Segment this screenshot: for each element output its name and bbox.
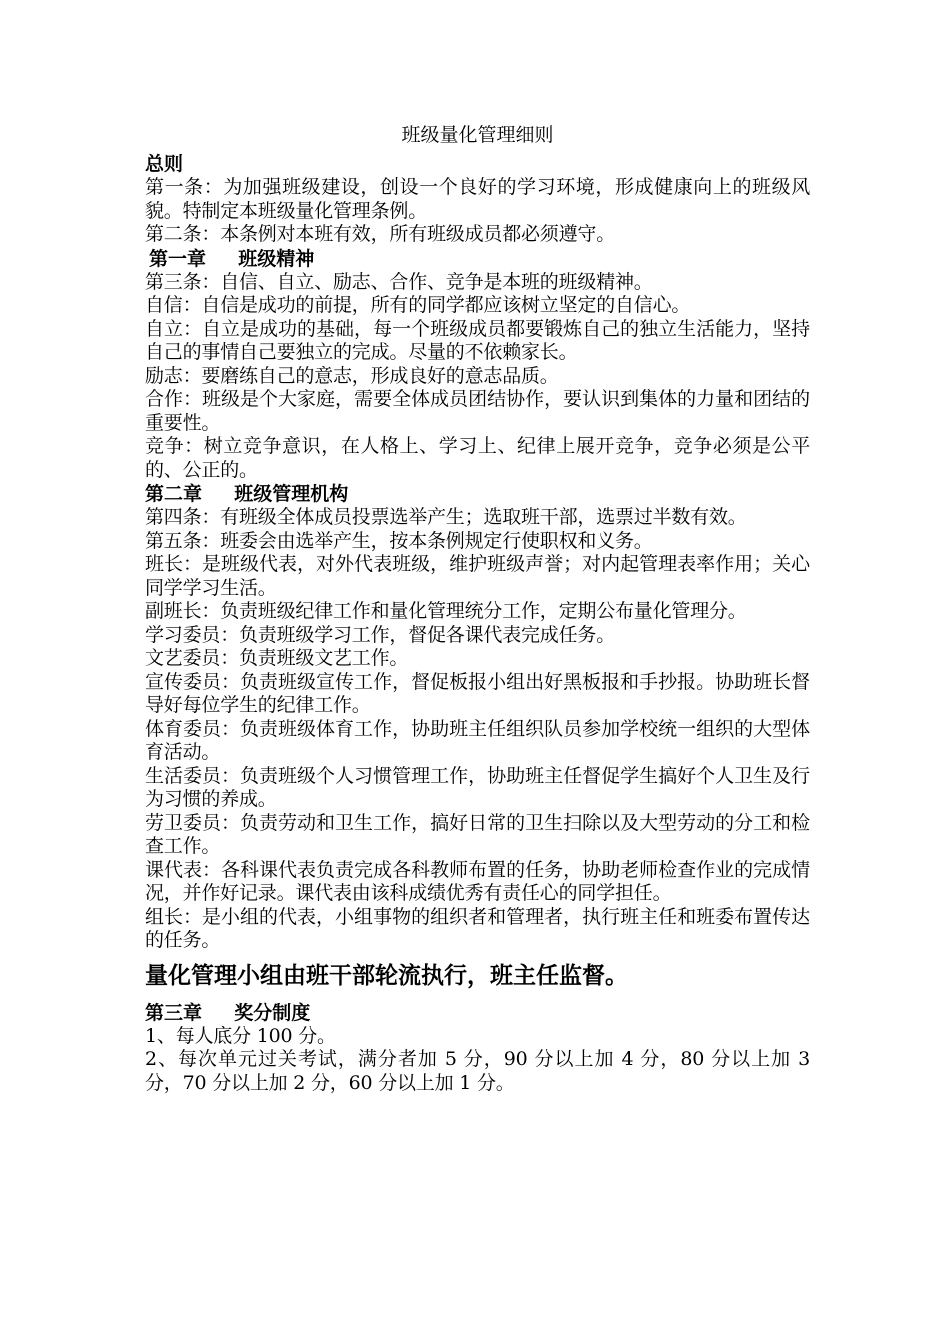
- chapter-1-heading: 第一章 班级精神: [149, 247, 315, 270]
- role-sports-commissioner: 体育委员：负责班级体育工作，协助班主任组织队员参加学校统一组织的大型体育活动。: [145, 717, 810, 763]
- reward-rule-1: 1、每人底分 100 分。: [145, 1024, 336, 1047]
- article-2: 第二条：本条例对本班有效，所有班级成员都必须遵守。: [145, 223, 616, 245]
- article-3: 第三条：自信、自立、励志、合作、竞争是本班的班级精神。: [145, 270, 653, 293]
- spirit-aspiration: 励志：要磨练自己的意志，形成良好的意志品质。: [145, 364, 559, 387]
- role-life-commissioner: 生活委员：负责班级个人习惯管理工作，协助班主任督促学生搞好个人卫生及行为习惯的养成。: [145, 764, 810, 810]
- role-labor-commissioner: 劳卫委员：负责劳动和卫生工作，搞好日常的卫生扫除以及大型劳动的分工和检查工作。: [145, 811, 810, 857]
- article-4: 第四条：有班级全体成员投票选举产生；选取班干部，选票过半数有效。: [145, 506, 747, 528]
- article-5: 第五条：班委会由选举产生，按本条例规定行使职权和义务。: [145, 529, 653, 552]
- article-1: 第一条：为加强班级建设，创设一个良好的学习环境，形成健康向上的班级风貌。特制定本班级量化管理条例。: [145, 176, 810, 222]
- role-monitor: 班长：是班级代表，对外代表班级，维护班级声誉；对内起管理表率作用；关心同学学习生活。: [145, 553, 810, 599]
- chapter-2-heading: 第二章 班级管理机构: [145, 483, 349, 505]
- spirit-confidence: 自信：自信是成功的前提，所有的同学都应该树立坚定的自信心。: [145, 294, 691, 316]
- role-publicity-commissioner: 宣传委员：负责班级宣传工作，督促板报小组出好黑板报和手抄报。协助班长督导好每位学生的纪律工作。: [145, 670, 810, 716]
- role-subject-representative: 课代表：各科课代表负责完成各科教师布置的任务，协助老师检查作业的完成情况，并作好记录。课代表由该科成绩优秀有责任心的同学担任。: [145, 858, 810, 904]
- role-group-leader: 组长：是小组的代表，小组事物的组织者和管理者，执行班主任和班委布置传达的任务。: [145, 905, 810, 951]
- quantification-group-heading: 量化管理小组由班干部轮流执行，班主任监督。: [145, 962, 628, 989]
- document-page: [145, 118, 810, 1095]
- document-title: 班级量化管理细则: [401, 124, 554, 146]
- spirit-independence: 自立：自立是成功的基础，每一个班级成员都要锻炼自己的独立生活能力，坚持自己的事情自己要独立的完成。尽量的不依赖家长。: [145, 317, 810, 363]
- reward-rule-2: 2、每次单元过关考试，满分者加 5 分，90 分以上加 4 分，80 分以上加 3 分，70 分以上加 2 分，60 分以上加 1 分。: [145, 1048, 810, 1094]
- chapter-3-heading: 第三章 奖分制度: [145, 1001, 311, 1024]
- section-general-heading: 总则: [145, 153, 184, 175]
- role-vice-monitor: 副班长：负责班级纪律工作和量化管理统分工作，定期公布量化管理分。: [145, 600, 747, 622]
- spirit-cooperation: 合作：班级是个大家庭，需要全体成员团结协作，要认识到集体的力量和团结的重要性。: [145, 388, 810, 434]
- spirit-competition: 竞争：树立竞争意识，在人格上、学习上、纪律上展开竞争，竞争必须是公平的、公正的。: [145, 435, 810, 481]
- role-study-commissioner: 学习委员：负责班级学习工作，督促各课代表完成任务。: [145, 623, 616, 646]
- role-arts-commissioner: 文艺委员：负责班级文艺工作。: [145, 647, 409, 669]
